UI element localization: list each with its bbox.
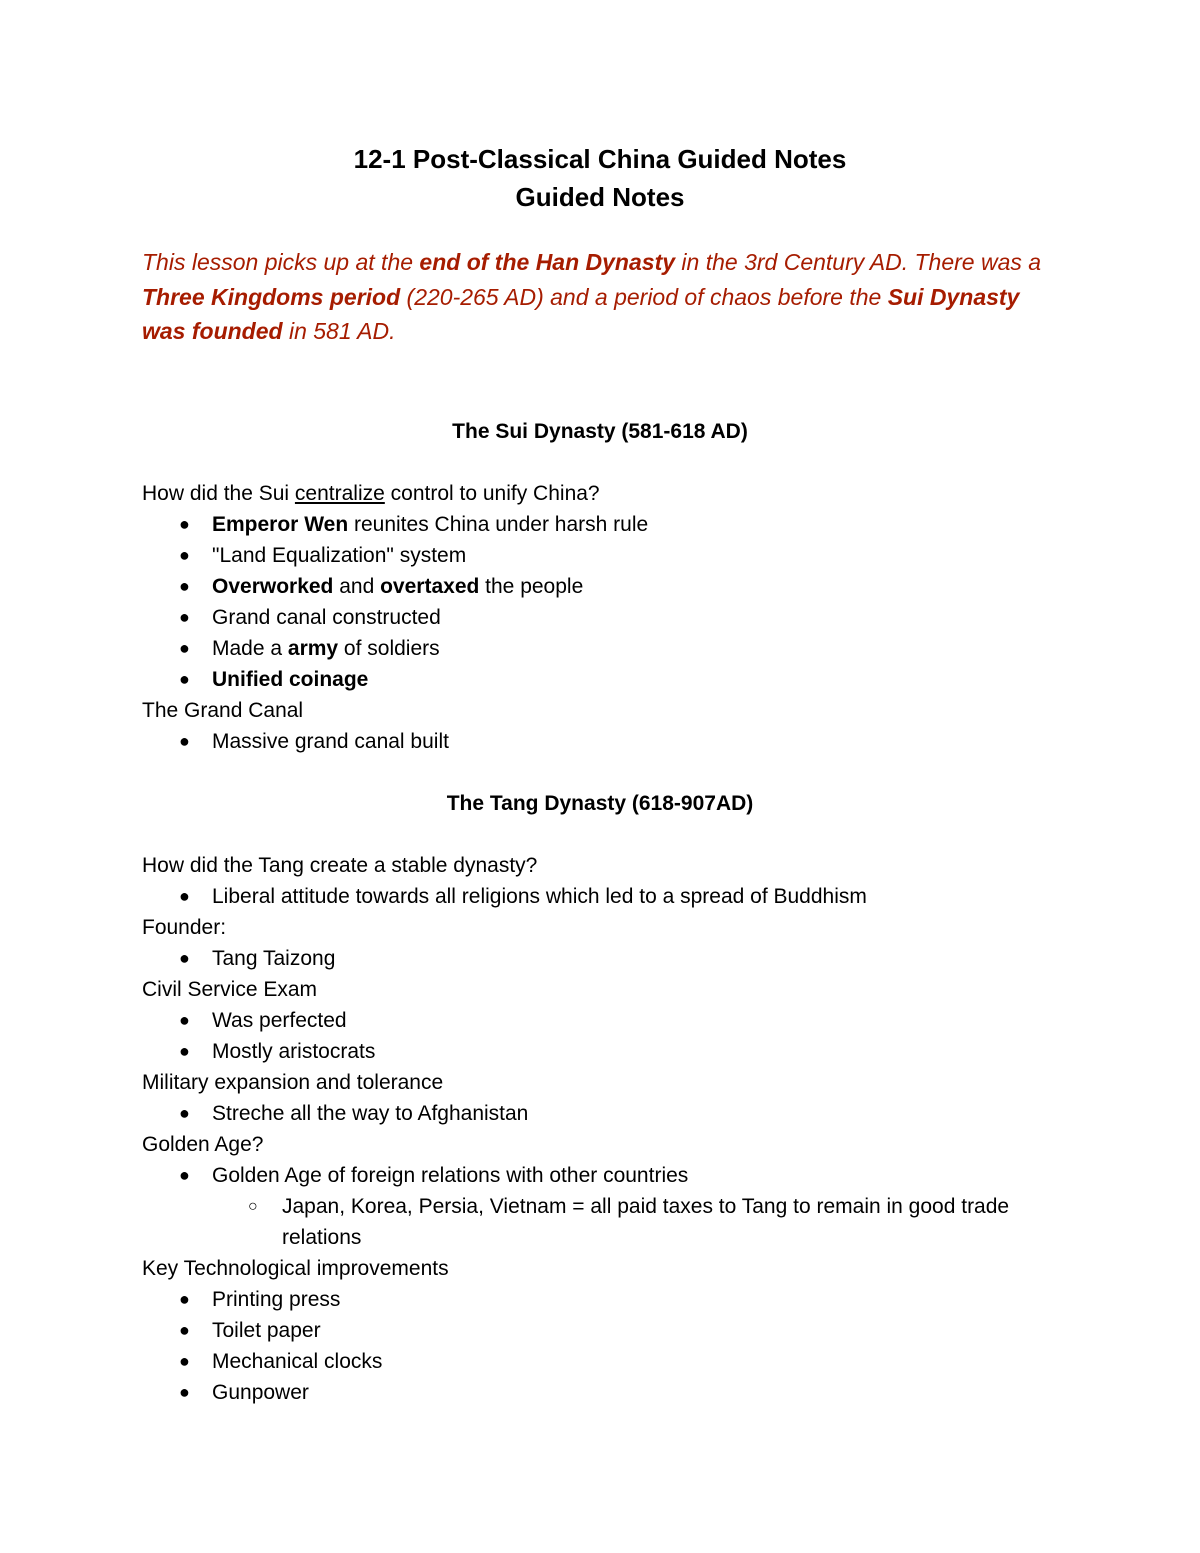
list-item <box>179 1315 321 1346</box>
list-item <box>179 881 867 912</box>
tech-label: Key Technological improvements <box>142 1257 449 1280</box>
document-title: 12-1 Post-Classical China Guided Notes <box>353 144 847 174</box>
text-run: Made a <box>212 637 288 660</box>
list-item <box>179 1005 347 1036</box>
bullet-icon: ● <box>179 669 190 689</box>
text-run: and <box>333 575 381 598</box>
underlined-term: centralize <box>294 482 385 505</box>
text-run: Massive grand canal built <box>212 730 449 753</box>
intro-text: in 581 AD. <box>282 318 396 344</box>
bold-term: Emperor Wen <box>212 513 349 536</box>
bullet-icon: ● <box>179 1041 190 1061</box>
bullet-icon: ● <box>179 1103 190 1123</box>
text-run: Tang Taizong <box>212 947 336 970</box>
list-item <box>179 1346 383 1377</box>
list-item <box>179 664 369 695</box>
text-run: reunites China under harsh rule <box>348 513 649 536</box>
text-run: Japan, Korea, Persia, Vietnam = all paid taxes to Tang to remain in good trade relations <box>282 1195 1010 1249</box>
text-run: Streche all the way to Afghanistan <box>212 1102 529 1125</box>
intro-text: in the 3rd Century AD. There was a <box>675 249 1042 275</box>
intro-text: (220-265 AD) and a period of chaos before the <box>400 283 888 310</box>
intro-text: This lesson picks up at the <box>142 249 420 275</box>
text-run: control to unify China? <box>384 482 600 505</box>
text-run: Toilet paper <box>212 1319 321 1342</box>
document-subtitle: Guided Notes <box>515 182 685 212</box>
bullet-icon: ● <box>179 948 190 968</box>
intro-bold-three-kingdoms: Three Kingdoms period <box>142 283 401 310</box>
list-item <box>179 1160 689 1191</box>
bold-term: Overworked <box>212 575 334 598</box>
text-run: Gunpower <box>212 1381 309 1404</box>
text-run: "Land Equalization" system <box>212 544 467 567</box>
list-item <box>179 726 449 757</box>
text-run: Mostly aristocrats <box>212 1040 376 1063</box>
list-item <box>179 509 649 540</box>
bullet-icon: ● <box>179 545 190 565</box>
text-run: Golden Age of foreign relations with other countries <box>212 1164 689 1187</box>
founder-label: Founder: <box>142 916 227 939</box>
grand-canal-label: The Grand Canal <box>142 699 304 722</box>
bullet-icon: ● <box>179 1351 190 1371</box>
text-run: of soldiers <box>338 637 440 660</box>
intro-bold-sui: Sui Dynasty was founded <box>142 283 1020 344</box>
bold-term: army <box>287 637 339 660</box>
text-run: Liberal attitude towards all religions which led to a spread of Buddhism <box>212 885 867 908</box>
military-label: Military expansion and tolerance <box>142 1071 444 1094</box>
list-item <box>179 540 467 571</box>
bullet-icon: ● <box>179 1165 190 1185</box>
bullet-icon: ● <box>179 607 190 627</box>
bold-term: Unified coinage <box>212 668 369 691</box>
intro-bold-han: end of the Han Dynasty <box>419 249 676 275</box>
list-item <box>179 571 584 602</box>
list-item <box>179 1098 529 1129</box>
text-run: the people <box>479 575 584 598</box>
text-run: How did the Sui <box>142 482 295 505</box>
sub-list-item <box>248 1191 1062 1253</box>
bullet-icon: ● <box>179 1382 190 1402</box>
bullet-icon: ● <box>179 514 190 534</box>
text-run: Mechanical clocks <box>212 1350 383 1373</box>
list-item <box>179 943 336 974</box>
bullet-icon: ● <box>179 1320 190 1340</box>
list-item <box>179 1036 376 1067</box>
bold-term: overtaxed <box>380 575 480 598</box>
list-item <box>179 633 440 664</box>
section-heading-sui: The Sui Dynasty (581-618 AD) <box>452 420 748 443</box>
text-run: Was perfected <box>212 1009 347 1032</box>
list-item <box>179 602 441 633</box>
sui-question <box>142 478 600 509</box>
golden-age-label: Golden Age? <box>142 1133 264 1156</box>
bullet-icon: ● <box>179 1289 190 1309</box>
bullet-icon: ● <box>179 886 190 906</box>
intro-paragraph <box>142 245 1042 349</box>
bullet-icon: ● <box>179 576 190 596</box>
section-heading-tang: The Tang Dynasty (618-907AD) <box>446 792 754 815</box>
list-item <box>179 1284 341 1315</box>
bullet-icon: ● <box>179 638 190 658</box>
hollow-bullet-icon: ○ <box>248 1198 258 1215</box>
tang-question: How did the Tang create a stable dynasty? <box>142 854 538 877</box>
text-run: Grand canal constructed <box>212 606 441 629</box>
bullet-icon: ● <box>179 731 190 751</box>
text-run: Printing press <box>212 1288 341 1311</box>
bullet-icon: ● <box>179 1010 190 1030</box>
civil-service-label: Civil Service Exam <box>142 978 318 1001</box>
list-item <box>179 1377 309 1408</box>
